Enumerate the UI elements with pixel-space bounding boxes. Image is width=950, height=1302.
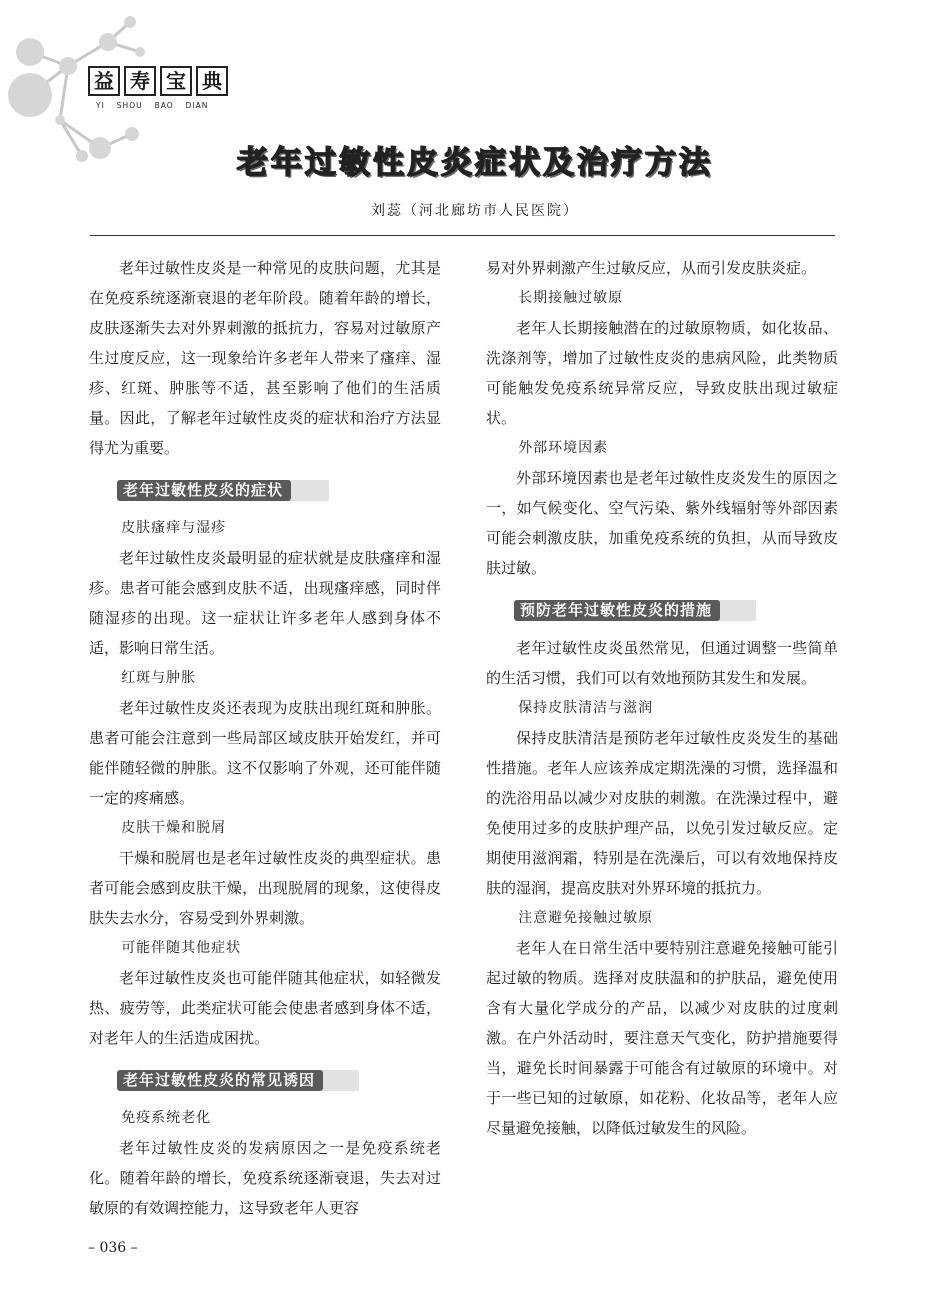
section-heading bbox=[486, 595, 838, 625]
article-title: 老年过敏性皮炎症状及治疗方法 bbox=[237, 145, 713, 181]
brand-char: 典 bbox=[196, 66, 228, 96]
paragraph: 干燥和脱屑也是老年过敏性皮炎的典型症状。患者可能会感到皮肤干燥，出现脱屑的现象，这使得皮肤失去水分，容易受到外界刺激。 bbox=[89, 849, 441, 927]
paragraph: 老年过敏性皮炎虽然常见，但通过调整一些简单的生活习惯，我们可以有效地预防其发生和发展。 bbox=[486, 639, 838, 687]
section-heading bbox=[89, 1065, 441, 1095]
section-heading-label: 预防老年过敏性皮炎的措施 bbox=[514, 600, 720, 621]
paragraph: 保持皮肤清洁是预防老年过敏性皮炎发生的基础性措施。老年人应该养成定期洗澡的习惯，选择温和的洗浴用品以减少对皮肤的刺激。在洗澡过程中，避免使用过多的皮肤护理产品，以免引发过敏反应。定期使用滋润霜，特别是在洗澡后，可以有效地保持皮肤的湿润，提高皮肤对外界环境的抵抗力。 bbox=[486, 729, 838, 897]
section-heading-label: 老年过敏性皮炎的症状 bbox=[117, 480, 291, 501]
intro-paragraph: 老年过敏性皮炎是一种常见的皮肤问题，尤其是在免疫系统逐渐衰退的老年阶段。随着年龄的增长，皮肤逐渐失去对外界刺激的抵抗力，容易对过敏原产生过度反应，这一现象给许多老年人带来了瘙痒、湿疹、红斑、肿胀等不适，甚至影响了他们的生活质量。因此，了解老年过敏性皮炎的症状和治疗方法显得尤为重要。 bbox=[89, 259, 441, 457]
brand-pinyin-part: DIAN bbox=[185, 101, 209, 110]
page-number: – 036 – bbox=[88, 1240, 138, 1256]
subheading: 外部环境因素 bbox=[518, 440, 609, 456]
paragraph: 外部环境因素也是老年过敏性皮炎发生的原因之一，如气候变化、空气污染、紫外线辐射等外部因素可能会刺激皮肤，加重免疫系统的负担，从而导致皮肤过敏。 bbox=[486, 469, 838, 577]
brand-pinyin-part: BAO bbox=[154, 101, 174, 110]
brand-pinyin bbox=[96, 101, 208, 110]
brand-pinyin-part: SHOU bbox=[116, 101, 143, 110]
subheading: 红斑与肿胀 bbox=[121, 670, 197, 686]
paragraph: 老年过敏性皮炎最明显的症状就是皮肤瘙痒和湿疹。患者可能会感到皮肤不适，出现瘙痒感，同时伴随湿疹的出现。这一症状让许多老年人感到身体不适，影响日常生活。 bbox=[89, 549, 441, 657]
subheading: 皮肤瘙痒与湿疹 bbox=[121, 520, 227, 536]
section-heading-label: 老年过敏性皮炎的常见诱因 bbox=[117, 1070, 323, 1091]
header-divider bbox=[90, 235, 835, 236]
brand-pinyin-part: YI bbox=[96, 101, 105, 110]
paragraph: 老年过敏性皮炎的发病原因之一是免疫系统老化。随着年龄的增长，免疫系统逐渐衰退，失去对过敏原的有效调控能力，这导致老年人更容 bbox=[89, 1139, 441, 1217]
subheading: 保持皮肤清洁与滋润 bbox=[518, 700, 654, 716]
brand-char: 寿 bbox=[124, 66, 156, 96]
subheading: 长期接触过敏原 bbox=[518, 290, 624, 306]
right-column bbox=[486, 253, 838, 1143]
paragraph: 老年过敏性皮炎还表现为皮肤出现红斑和肿胀。患者可能会注意到一些局部区域皮肤开始发红，并可能伴随轻微的肿胀。这不仅影响了外观，还可能伴随一定的疼痛感。 bbox=[89, 699, 441, 807]
journal-brand bbox=[88, 66, 228, 96]
article-author: 刘蕊（河北廊坊市人民医院） bbox=[371, 203, 579, 219]
subheading: 免疫系统老化 bbox=[121, 1110, 212, 1126]
subheading: 可能伴随其他症状 bbox=[121, 940, 242, 956]
subheading: 注意避免接触过敏原 bbox=[518, 910, 654, 926]
left-column bbox=[89, 253, 441, 1223]
section-heading bbox=[89, 475, 441, 505]
paragraph: 老年过敏性皮炎也可能伴随其他症状，如轻微发热、疲劳等，此类症状可能会使患者感到身体不适，对老年人的生活造成困扰。 bbox=[89, 969, 441, 1047]
brand-char: 益 bbox=[88, 66, 120, 96]
paragraph: 老年人在日常生活中要特别注意避免接触可能引起过敏的物质。选择对皮肤温和的护肤品，避免使用含有大量化学成分的产品，以减少对皮肤的过度刺激。在户外活动时，要注意天气变化，防护措施要得当，避免长时间暴露于可能含有过敏原的环境中。对于一些已知的过敏原，如花粉、化妆品等，老年人应尽量避免接触，以降低过敏发生的风险。 bbox=[486, 939, 838, 1137]
subheading: 皮肤干燥和脱屑 bbox=[121, 820, 227, 836]
brand-char: 宝 bbox=[160, 66, 192, 96]
paragraph-continuation: 易对外界刺激产生过敏反应，从而引发皮肤炎症。 bbox=[486, 259, 817, 277]
paragraph: 老年人长期接触潜在的过敏原物质，如化妆品、洗涤剂等，增加了过敏性皮炎的患病风险，此类物质可能触发免疫系统异常反应，导致皮肤出现过敏症状。 bbox=[486, 319, 838, 427]
